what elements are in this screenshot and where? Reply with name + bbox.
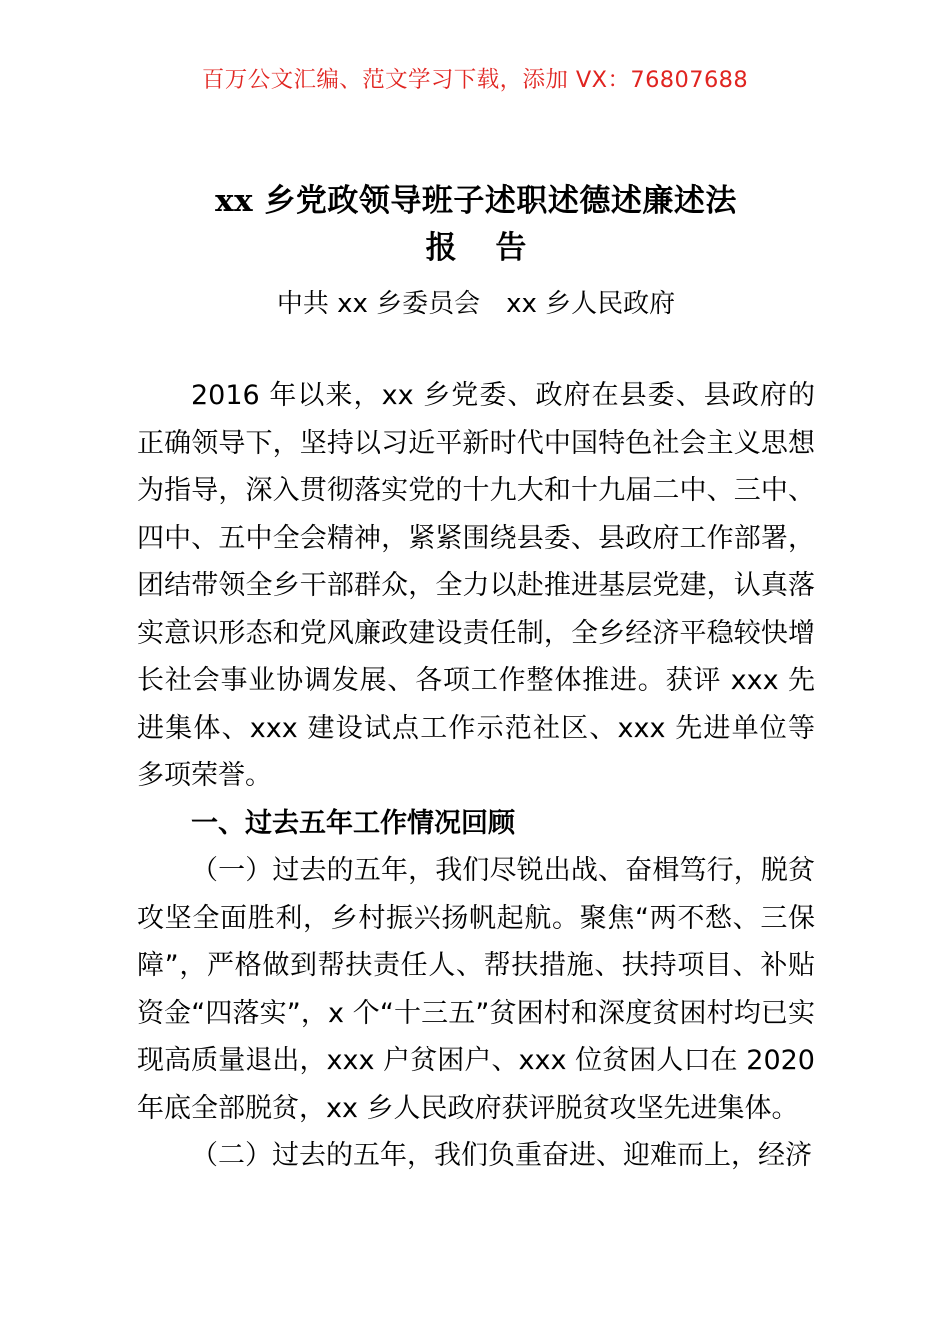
document-content <box>137 0 815 1180</box>
section-heading-one: 一、过去五年工作情况回顾 <box>191 807 515 839</box>
document-body <box>137 372 815 1180</box>
subsection-one-paragraph: （一）过去的五年，我们尽锐出战、奋楫笃行，脱贫攻坚全面胜利，乡村振兴扬帆起航。聚焦“两不愁、三保障”，严格做到帮扶责任人、帮扶措施、扶持项目、补贴资金“四落实”，x 个“十三五”贫困村和深度贫困村均已实现高质量退出，xxx 户贫困户、xxx 位贫困人口在 2020 年底全部脱贫，xx 乡人民政府获评脱贫攻坚先进集体。 <box>137 855 815 1124</box>
promo-header-text: 百万公文汇编、范文学习下载，添加 VX：76807688 <box>201 67 749 93</box>
document-title-line-2: 报 告 <box>425 230 541 266</box>
document-title-line-1: xx 乡党政领导班子述职述德述廉述法 <box>215 183 737 219</box>
document-subtitle: 中共 xx 乡委员会 xx 乡人民政府 <box>276 289 676 319</box>
document-title <box>137 178 815 272</box>
subsection-two-paragraph: （二）过去的五年，我们负重奋进、迎难而上，经济 <box>191 1140 812 1171</box>
intro-paragraph: 2016 年以来，xx 乡党委、政府在县委、县政府的正确领导下，坚持以习近平新时代中国特色社会主义思想为指导，深入贯彻落实党的十九大和十九届二中、三中、四中、五中全会精神，紧紧围绕县委、县政府工作部署，团结带领全乡干部群众，全力以赴推进基层党建，认真落实意识形态和党风廉政建设责任制，全乡经济平稳较快增长社会事业协调发展、各项工作整体推进。获评 xxx 先进集体、xxx 建设试点工作示范社区、xxx 先进单位等多项荣誉。 <box>137 380 815 791</box>
